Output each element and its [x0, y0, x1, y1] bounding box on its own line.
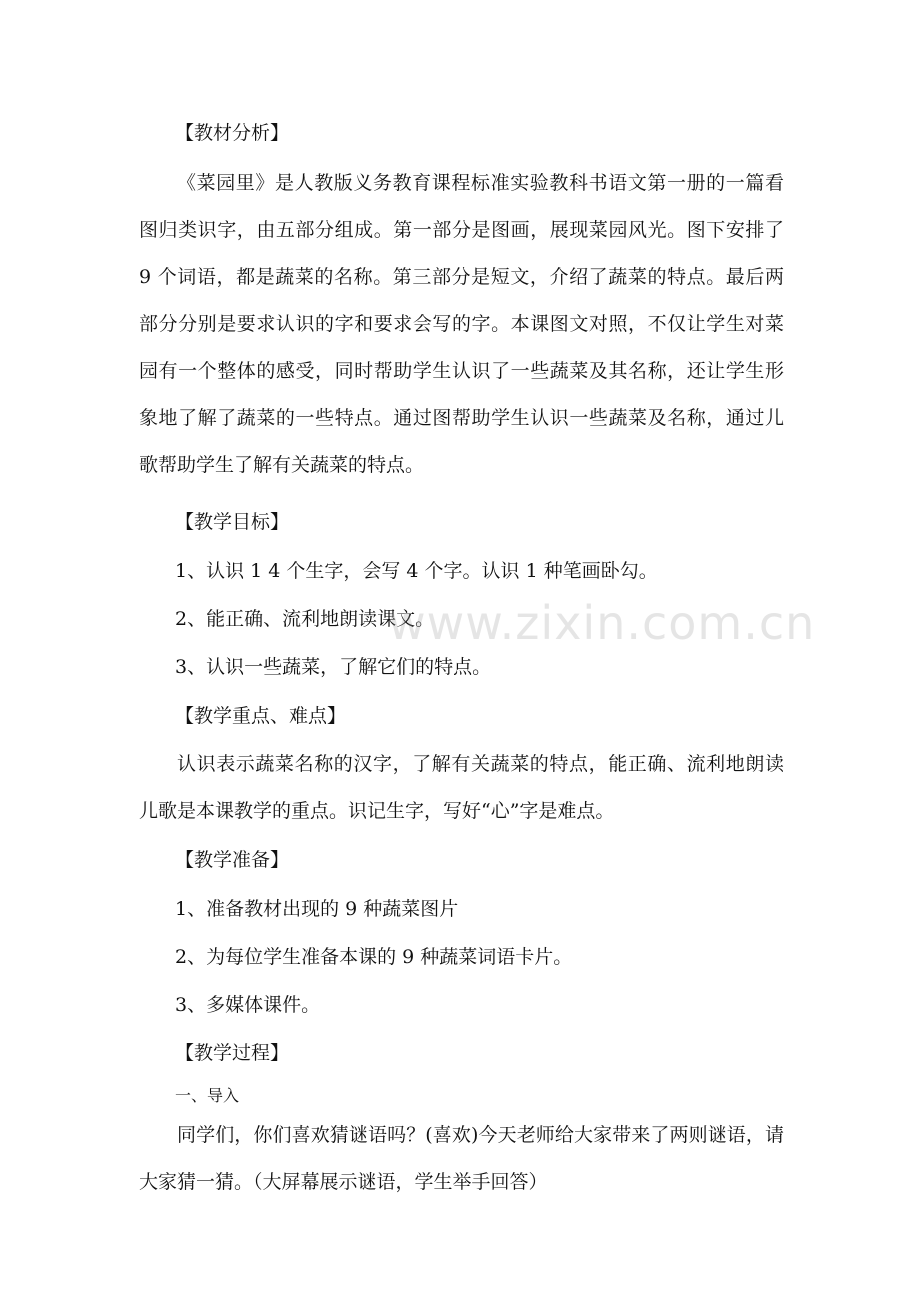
goal-item-2: 2、能正确、流利地朗读课文。 — [175, 608, 435, 630]
paragraph-material-analysis: 《菜园里》是人教版义务教育课程标准实验教科书语文第一册的一篇看图归类识字，由五部分组成。第一部分是图画，展现菜园风光。图下安排了 9 个词语，都是蔬菜的名称。第三部分是短文，介绍了蔬菜的特点。最后两部分分别是要求认识的字和要求会写的字。本课图文对照，不仅让学生对菜园有一个整体的感受，同时帮助学生认识了一些蔬菜及其名称，还让学生形象地了解了蔬菜的一些特点。通过图帮助学生认识一些蔬菜及名称，通过儿歌帮助学生了解有关蔬菜的特点。 — [139, 172, 784, 476]
heading-key-difficult-points: 【教学重点、难点】 — [175, 705, 347, 727]
heading-teaching-goals: 【教学目标】 — [175, 511, 290, 533]
goal-item-1: 1、认识 1 4 个生字，会写 4 个字。认识 1 种笔画卧勾。 — [175, 560, 658, 582]
heading-teaching-preparation: 【教学准备】 — [175, 849, 290, 871]
goal-item-3: 3、认识一些蔬菜，了解它们的特点。 — [175, 656, 492, 678]
watermark-logo: www.zixin.com.cn — [388, 596, 816, 650]
heading-teaching-process: 【教学过程】 — [175, 1042, 290, 1064]
prep-item-2: 2、为每位学生准备本课的 9 种蔬菜词语卡片。 — [175, 946, 573, 968]
section-intro-title: 一、导入 — [175, 1086, 240, 1105]
paragraph-intro: 同学们，你们喜欢猜谜语吗？(喜欢)今天老师给大家带来了两则谜语，请大家猜一猜。（大屏幕展示谜语，学生举手回答） — [139, 1124, 784, 1193]
paragraph-key-difficult-points: 认识表示蔬菜名称的汉字，了解有关蔬菜的特点，能正确、流利地朗读儿歌是本课教学的重点。识记生字，写好“心”字是难点。 — [139, 753, 784, 822]
heading-material-analysis: 【教材分析】 — [175, 122, 290, 144]
prep-item-3: 3、多媒体课件。 — [175, 994, 321, 1016]
prep-item-1: 1、准备教材出现的 9 种蔬菜图片 — [175, 898, 459, 920]
